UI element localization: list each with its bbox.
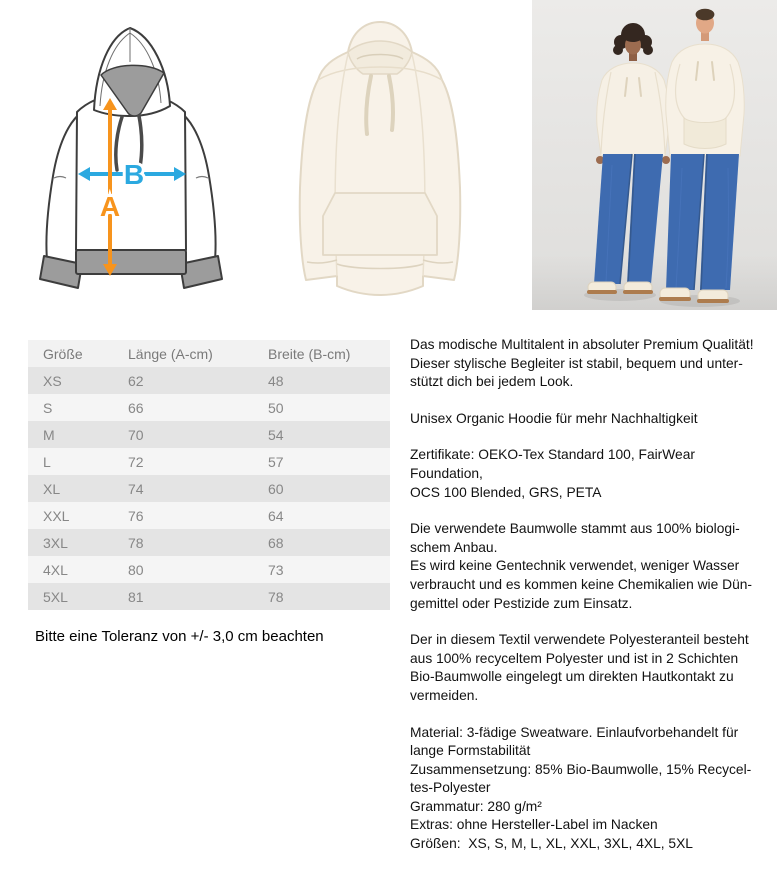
- kangaroo-pocket: [323, 193, 437, 255]
- width-value: 64: [268, 507, 284, 524]
- size-label: M: [43, 426, 55, 443]
- size-label: S: [43, 399, 53, 416]
- table-row-5xl: [28, 583, 390, 610]
- width-value: 48: [268, 372, 284, 389]
- description-line: Der in diesem Textil verwendete Polyesteranteil besteht: [410, 632, 749, 648]
- description-line: Unisex Organic Hoodie für mehr Nachhaltigkeit: [410, 410, 698, 426]
- width-value: 54: [268, 426, 284, 443]
- flat-hoodie-hood: [348, 41, 412, 74]
- length-value: 78: [128, 534, 144, 551]
- table-row-3xl: [28, 529, 390, 556]
- length-value: 81: [128, 588, 144, 605]
- flat-hoodie-illustration: [253, 10, 508, 310]
- table-row-4xl: [28, 556, 390, 583]
- table-row-s: [28, 394, 390, 421]
- table-row-l: [28, 448, 390, 475]
- description-line: gemittel oder Pestizide zum Einsatz.: [410, 595, 633, 611]
- product-photo-models[interactable]: [532, 0, 777, 310]
- length-value: 70: [128, 426, 144, 443]
- width-value: 68: [268, 534, 284, 551]
- description-line: vermeiden.: [410, 687, 479, 703]
- models-illustration: [532, 0, 777, 310]
- description-paragraph-certificates: [410, 446, 770, 502]
- size-label: XS: [43, 372, 62, 389]
- col-header-laenge: Länge (A-cm): [128, 345, 213, 362]
- measurement-label-a: A: [99, 191, 121, 222]
- size-table: [28, 340, 390, 610]
- width-value: 78: [268, 588, 284, 605]
- size-label: 5XL: [43, 588, 68, 605]
- male-pocket-hands: [684, 118, 726, 149]
- description-line: Bio-Baumwolle eingelegt um direkten Hautkontakt zu: [410, 669, 734, 685]
- length-value: 66: [128, 399, 144, 416]
- description-line: Größen: XS, S, M, L, XL, XXL, 3XL, 4XL, 5XL: [410, 836, 693, 852]
- studio-floor: [532, 255, 777, 310]
- female-hoodie: [597, 63, 670, 156]
- description-paragraph-cotton: [410, 520, 770, 613]
- description-line: Material: 3-fädige Sweatware. Einlaufvorbehandelt für: [410, 724, 739, 740]
- product-description: [410, 336, 770, 872]
- width-value: 50: [268, 399, 284, 416]
- table-row-m: [28, 421, 390, 448]
- description-paragraph-polyester: [410, 631, 770, 705]
- description-line: OCS 100 Blended, GRS, PETA: [410, 484, 602, 500]
- width-value: 73: [268, 561, 284, 578]
- tolerance-note: Bitte eine Toleranz von +/- 3,0 cm beachten: [35, 628, 324, 645]
- sketch-hem-band: [76, 250, 186, 274]
- width-value: 60: [268, 480, 284, 497]
- description-line: aus 100% recyceltem Polyester und ist in 2 Schichten: [410, 650, 739, 666]
- description-line: schem Anbau.: [410, 539, 498, 555]
- measurement-label-b: B: [123, 159, 145, 190]
- description-line: Extras: ohne Hersteller-Label im Nacken: [410, 817, 658, 833]
- size-label: L: [43, 453, 51, 470]
- size-measurement-diagram: [30, 18, 252, 300]
- description-line: verbraucht und es kommen keine Chemikalien wie Dün-: [410, 576, 753, 592]
- length-value: 76: [128, 507, 144, 524]
- description-line: Die verwendete Baumwolle stammt aus 100% biologi-: [410, 521, 740, 537]
- col-header-breite: Breite (B-cm): [268, 345, 351, 362]
- size-label: XXL: [43, 507, 70, 524]
- description-line: Grammatur: 280 g/m²: [410, 798, 542, 814]
- col-header-groesse: Größe: [43, 345, 83, 362]
- length-value: 62: [128, 372, 144, 389]
- size-table-header-row: [28, 340, 390, 367]
- size-label: 3XL: [43, 534, 68, 551]
- table-row-xl: [28, 475, 390, 502]
- hoodie-sketch-illustration: [30, 18, 252, 300]
- table-row-xs: [28, 367, 390, 394]
- description-line: Zertifikate: OEKO-Tex Standard 100, FairWear Foundation,: [410, 447, 699, 481]
- size-label: XL: [43, 480, 61, 497]
- description-line: Es wird keine Gentechnik verwendet, weniger Wasser: [410, 558, 740, 574]
- description-line: Zusammensetzung: 85% Bio-Baumwolle, 15% Recycel-: [410, 761, 752, 777]
- description-paragraph-intro: [410, 336, 770, 392]
- description-line: lange Formstabilität: [410, 743, 531, 759]
- length-value: 74: [128, 480, 144, 497]
- description-line: Das modische Multitalent in absoluter Premium Qualität!: [410, 337, 754, 352]
- size-label: 4XL: [43, 561, 68, 578]
- description-paragraph-specs: [410, 724, 770, 854]
- product-photo-flat-hoodie[interactable]: [253, 10, 508, 310]
- width-value: 57: [268, 453, 284, 470]
- description-line: Dieser stylische Begleiter ist stabil, bequem und unter-: [410, 355, 743, 371]
- description-paragraph-sustainability: [410, 410, 770, 429]
- table-row-xxl: [28, 502, 390, 529]
- description-line: stützt dich bei jedem Look.: [410, 374, 574, 390]
- length-value: 80: [128, 561, 144, 578]
- length-value: 72: [128, 453, 144, 470]
- description-line: tes-Polyester: [410, 780, 491, 796]
